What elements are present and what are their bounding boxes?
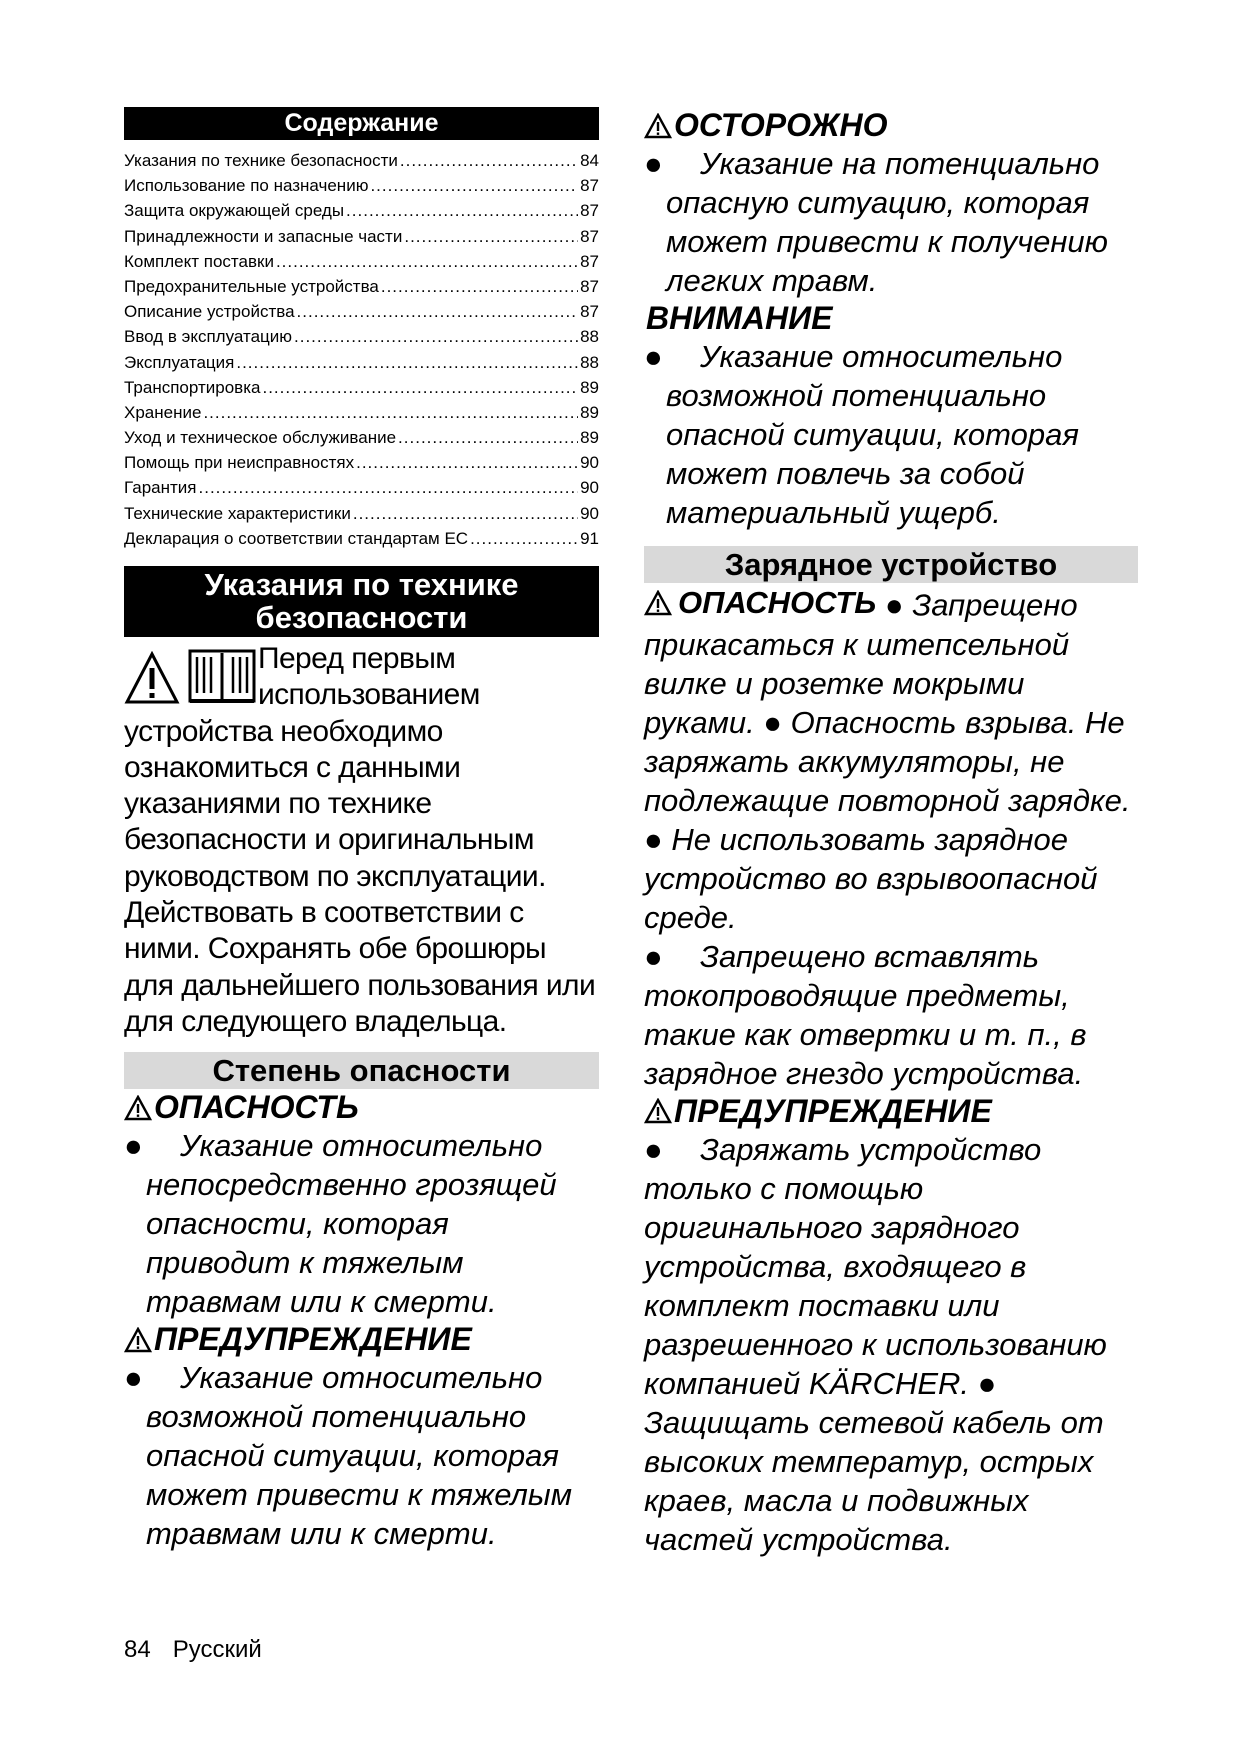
toc-entry-label: Защита окружающей среды	[124, 201, 345, 221]
charger-danger-block	[644, 583, 1138, 937]
safety-intro	[124, 641, 599, 1040]
toc-entry	[124, 173, 599, 198]
bullet-dot: ●	[124, 1128, 143, 1164]
charger-danger-heading	[644, 583, 876, 622]
toc-leader-dots	[470, 526, 578, 551]
toc-leader-dots	[370, 173, 578, 198]
toc-leader-dots	[398, 425, 578, 450]
toc-entry-label: Хранение	[124, 402, 202, 422]
page-footer	[124, 1636, 262, 1664]
toc-entry-page: 87	[580, 251, 599, 271]
charger-danger-bullet2	[644, 937, 1138, 1093]
manual-book-icon	[188, 647, 256, 705]
danger-heading	[124, 1089, 599, 1126]
attention-text: Указание относительно возможной потенциально опасной ситуации, которая может повлечь за собой материальный ущерб.	[666, 339, 1079, 530]
toc-entry	[124, 324, 599, 349]
toc-entry-page: 87	[580, 176, 599, 196]
bullet-dot: ●	[124, 1360, 143, 1396]
toc-list	[124, 148, 599, 551]
toc-entry	[124, 350, 599, 375]
toc-entry-page: 90	[580, 453, 599, 473]
warning-icon	[124, 1095, 152, 1121]
toc-entry-page: 89	[580, 428, 599, 448]
toc-entry	[124, 501, 599, 526]
toc-leader-dots	[381, 274, 578, 299]
safety-title-line1: Указания по технике	[204, 567, 519, 602]
bullet-dot: ●	[644, 938, 663, 974]
warning-icon	[644, 113, 672, 139]
toc-entry	[124, 526, 599, 551]
toc-entry-label: Описание устройства	[124, 302, 295, 322]
danger-description	[124, 1126, 599, 1321]
toc-leader-dots	[356, 450, 578, 475]
bullet-dot: ●	[644, 146, 663, 181]
toc-entry-page: 88	[580, 352, 599, 372]
safety-section-title	[124, 566, 599, 637]
toc-leader-dots	[203, 400, 578, 425]
toc-leader-dots	[400, 148, 578, 173]
toc-leader-dots	[276, 249, 578, 274]
toc-entry-page: 87	[580, 201, 599, 221]
attention-heading-label: ВНИМАНИЕ	[646, 300, 833, 336]
toc-leader-dots	[353, 501, 578, 526]
toc-entry-label: Ввод в эксплуатацию	[124, 327, 293, 347]
toc-leader-dots	[404, 224, 578, 249]
toc-entry-page: 87	[580, 226, 599, 246]
toc-entry	[124, 299, 599, 324]
toc-entry-page: 88	[580, 327, 599, 347]
toc-entry-label: Транспортировка	[124, 377, 261, 397]
bullet-dot: ●	[644, 339, 663, 374]
charger-danger-text: ● Запрещено прикасаться к штепсельной вилке и розетке мокрыми руками. ● Опасность взрыва. Не заряжать аккумуляторы, не подлежащие повторной зарядке. ● Не использовать зарядное устройство во взрывоопасной среде.	[644, 587, 1131, 935]
toc-entry-page: 91	[580, 528, 599, 548]
intro-icons	[124, 647, 258, 713]
warning-heading-label: ПРЕДУПРЕЖДЕНИЕ	[154, 1321, 472, 1358]
toc-entry	[124, 224, 599, 249]
danger-levels-title: Степень опасности	[124, 1052, 599, 1089]
footer-language: Русский	[172, 1636, 262, 1663]
toc-leader-dots	[262, 375, 578, 400]
warning-description	[124, 1358, 599, 1553]
caution-heading	[644, 107, 1138, 144]
charger-section-title: Зарядное устройство	[644, 546, 1138, 583]
charger-danger-label: ОПАСНОСТЬ	[678, 585, 877, 620]
warning-triangle-icon	[124, 651, 180, 705]
attention-description	[644, 337, 1138, 532]
toc-entry	[124, 375, 599, 400]
toc-entry-label: Принадлежности и запасные части	[124, 226, 403, 246]
toc-entry	[124, 198, 599, 223]
toc-title: Содержание	[124, 107, 599, 140]
safety-title-line2: безопасности	[255, 600, 468, 635]
toc-entry-page: 87	[580, 302, 599, 322]
toc-entry-label: Эксплуатация	[124, 352, 235, 372]
toc-entry-label: Указания по технике безопасности	[124, 151, 398, 170]
toc-entry	[124, 274, 599, 299]
toc-entry-page: 89	[580, 377, 599, 397]
danger-text: Указание относительно непосредственно грозящей опасности, которая приводит к тяжелым травмам или к смерти.	[146, 1128, 557, 1320]
toc-leader-dots	[294, 324, 578, 349]
toc-entry	[124, 400, 599, 425]
toc-entry-page: 90	[580, 503, 599, 523]
toc-entry	[124, 475, 599, 500]
toc-entry	[124, 450, 599, 475]
charger-warning-heading	[644, 1093, 1138, 1130]
toc-entry-label: Предохранительные устройства	[124, 276, 379, 296]
toc-entry-label: Уход и техническое обслуживание	[124, 428, 397, 448]
safety-intro-text: Перед первым использованием устройства необходимо ознакомиться с данными указаниями по технике безопасности и оригинальным руководством по эксплуатации. Действовать в соответствии с ними. Сохранять обе брошюры для дальнейшего пользования или для следующего владельца.	[124, 642, 596, 1038]
toc-entry-label: Гарантия	[124, 478, 197, 498]
toc-leader-dots	[297, 299, 579, 324]
charger-warning-label: ПРЕДУПРЕЖДЕНИЕ	[674, 1092, 992, 1129]
toc-entry-label: Декларация о соответствии стандартам ЕС	[124, 528, 469, 548]
warning-icon	[644, 590, 672, 616]
toc-leader-dots	[346, 198, 578, 223]
toc-entry-page: 90	[580, 478, 599, 498]
toc-entry-label: Комплект поставки	[124, 251, 274, 271]
right-column	[644, 107, 1138, 1559]
danger-heading-label: ОПАСНОСТЬ	[154, 1089, 359, 1126]
toc-entry	[124, 249, 599, 274]
caution-description	[644, 144, 1138, 300]
bullet-dot: ●	[644, 1131, 663, 1167]
attention-heading	[644, 300, 1138, 337]
charger-warning-text: Заряжать устройство только с помощью оригинального зарядного устройства, входящего в комплект поставки или разрешенного к использованию компанией KÄRCHER. ● Защищать сетевой кабель от высоких температур, острых краев, масла и подвижных частей устройства.	[644, 1131, 1107, 1557]
caution-heading-label: ОСТОРОЖНО	[674, 107, 888, 143]
toc-entry	[124, 148, 599, 173]
toc-leader-dots	[199, 475, 579, 500]
caution-text: Указание на потенциально опасную ситуацию, которая может привести к получению легких травм.	[666, 146, 1108, 298]
warning-heading	[124, 1321, 599, 1358]
toc-entry-label: Использование по назначению	[124, 176, 369, 196]
toc-entry-label: Технические характеристики	[124, 503, 351, 523]
left-column	[124, 107, 599, 1553]
toc-entry	[124, 425, 599, 450]
toc-entry-page: 89	[580, 402, 599, 422]
toc-entry-page: 84	[580, 151, 599, 170]
charger-warning-description	[644, 1130, 1138, 1559]
page-number: 84	[124, 1636, 151, 1663]
warning-icon	[644, 1098, 672, 1124]
warning-icon	[124, 1327, 152, 1353]
warning-text: Указание относительно возможной потенциально опасной ситуации, которая может привести к тяжелым травмам или к смерти.	[146, 1360, 572, 1552]
toc-leader-dots	[236, 350, 578, 375]
toc-entry-page: 87	[580, 276, 599, 296]
charger-danger-bullet2-text: Запрещено вставлять токопроводящие предметы, такие как отвертки и т. п., в зарядное гнездо устройства.	[644, 938, 1087, 1091]
toc-entry-label: Помощь при неисправностях	[124, 453, 355, 473]
